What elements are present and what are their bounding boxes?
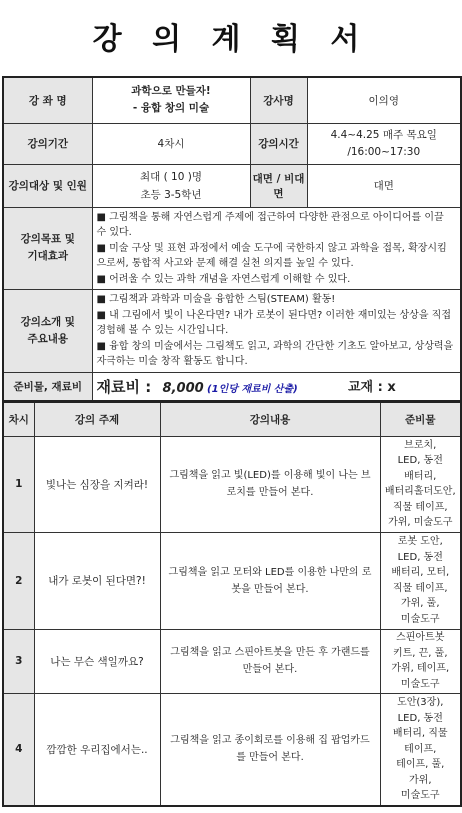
time-label: 강의시간: [250, 123, 307, 164]
textbook-value: 교재 : x: [348, 379, 396, 395]
session-materials: 로봇 도안, LED, 동전 배터리, 모터, 직물 테이프, 가위, 풀, 미술도구: [380, 532, 461, 629]
intro-item: ■ 내 그림에서 빛이 나온다면? 내가 로봇이 된다면? 이러한 재미있는 상상을 직접 경험해 볼 수 있는 시간입니다.: [96, 309, 451, 336]
target-value: 최대 ( 10 )명 초등 3-5학년: [92, 164, 250, 207]
session-materials: 스핀아트봇 키트, 끈, 풀, 가위, 테이프, 미술도구: [380, 629, 461, 693]
header-materials: 준비물: [380, 402, 461, 436]
goals-content: [92, 207, 461, 290]
goal-item: ■ 어려울 수 있는 과학 개념을 자연스럽게 이해할 수 있다.: [96, 273, 351, 285]
session-materials: 도안(3장), LED, 동전 배터리, 직물 테이프, 테이프, 풀, 가위, 미술도구: [380, 693, 461, 806]
session-number: 1: [3, 436, 34, 532]
session-materials: 브로치, LED, 동전 배터리, 배터리홀더도안, 직물 테이프, 가위, 미술도구: [380, 436, 461, 532]
intro-content: [92, 290, 461, 373]
period-value: 4차시: [92, 123, 250, 164]
session-topic: 깜깜한 우리집에서는..: [34, 693, 160, 806]
header-content: 강의내용: [160, 402, 380, 436]
goal-item: ■ 그림책을 통해 자연스럽게 주제에 접근하여 다양한 관점으로 아이디어를 이끌 수 있다.: [96, 211, 444, 238]
target-label: 강의대상 및 인원: [3, 164, 92, 207]
period-label: 강의기간: [3, 123, 92, 164]
goal-item: ■ 미술 구상 및 표현 과정에서 예술 도구에 국한하지 않고 과학을 접목, 확장시킴으로써, 통합적 사고와 문제 해결 실천 의지를 높일 수 있다.: [96, 242, 447, 269]
fee-value: 8,000: [162, 380, 204, 396]
intro-label: 강의소개 및 주요내용: [3, 290, 92, 373]
session-content: 그림책을 읽고 스핀아트봇을 만든 후 가랜드를 만들어 본다.: [160, 629, 380, 693]
session-topic: 나는 무슨 색일까요?: [34, 629, 160, 693]
session-topic: 내가 로봇이 된다면?!: [34, 532, 160, 629]
time-value: 4.4~4.25 매주 목요일 /16:00~17:30: [307, 123, 461, 164]
session-topic: 빛나는 심장을 지켜라!: [34, 436, 160, 532]
course-info-table: [2, 76, 462, 402]
fee-note: (1인당 재료비 산출): [207, 383, 298, 395]
session-number: 4: [3, 693, 34, 806]
instructor-label: 강사명: [250, 77, 307, 123]
page-title: 강 의 계 획 서: [92, 22, 370, 57]
header-topic: 강의 주제: [34, 402, 160, 436]
session-content: 그림책을 읽고 모터와 LED를 이용한 나만의 로봇을 만들어 본다.: [160, 532, 380, 629]
goals-label: 강의목표 및 기대효과: [3, 207, 92, 290]
session-number: 3: [3, 629, 34, 693]
table-row: [3, 629, 461, 693]
session-number: 2: [3, 532, 34, 629]
fee-label: 재료비 :: [96, 377, 152, 396]
intro-item: ■ 융합 창의 미술에서는 그림책도 읽고, 과학의 간단한 기초도 알아보고, 상상력을 자극하는 미술 창작 활동도 합니다.: [96, 340, 454, 367]
intro-item: ■ 그림책과 과학과 미술을 융합한 스팀(STEAM) 활동!: [96, 294, 336, 305]
session-content: 그림책을 읽고 종이회로를 이용해 집 팝업카드를 만들어 본다.: [160, 693, 380, 806]
schedule-table: [2, 401, 462, 807]
course-name: 과학으로 만들자! - 융합 창의 미술: [92, 77, 250, 123]
mode-label: 대면 / 비대면: [250, 164, 307, 207]
session-content: 그림책을 읽고 빛(LED)를 이용해 빛이 나는 브로치를 만들어 본다.: [160, 436, 380, 532]
header-session: 차시: [3, 402, 34, 436]
table-row: [3, 532, 461, 629]
mode-value: 대면: [307, 164, 461, 207]
table-row: [3, 693, 461, 806]
table-row: [3, 436, 461, 532]
materials-label: 준비물, 재료비: [3, 372, 92, 401]
fee-row: [92, 372, 461, 401]
course-name-label: 강 좌 명: [3, 77, 92, 123]
instructor-name: 이의영: [307, 77, 461, 123]
